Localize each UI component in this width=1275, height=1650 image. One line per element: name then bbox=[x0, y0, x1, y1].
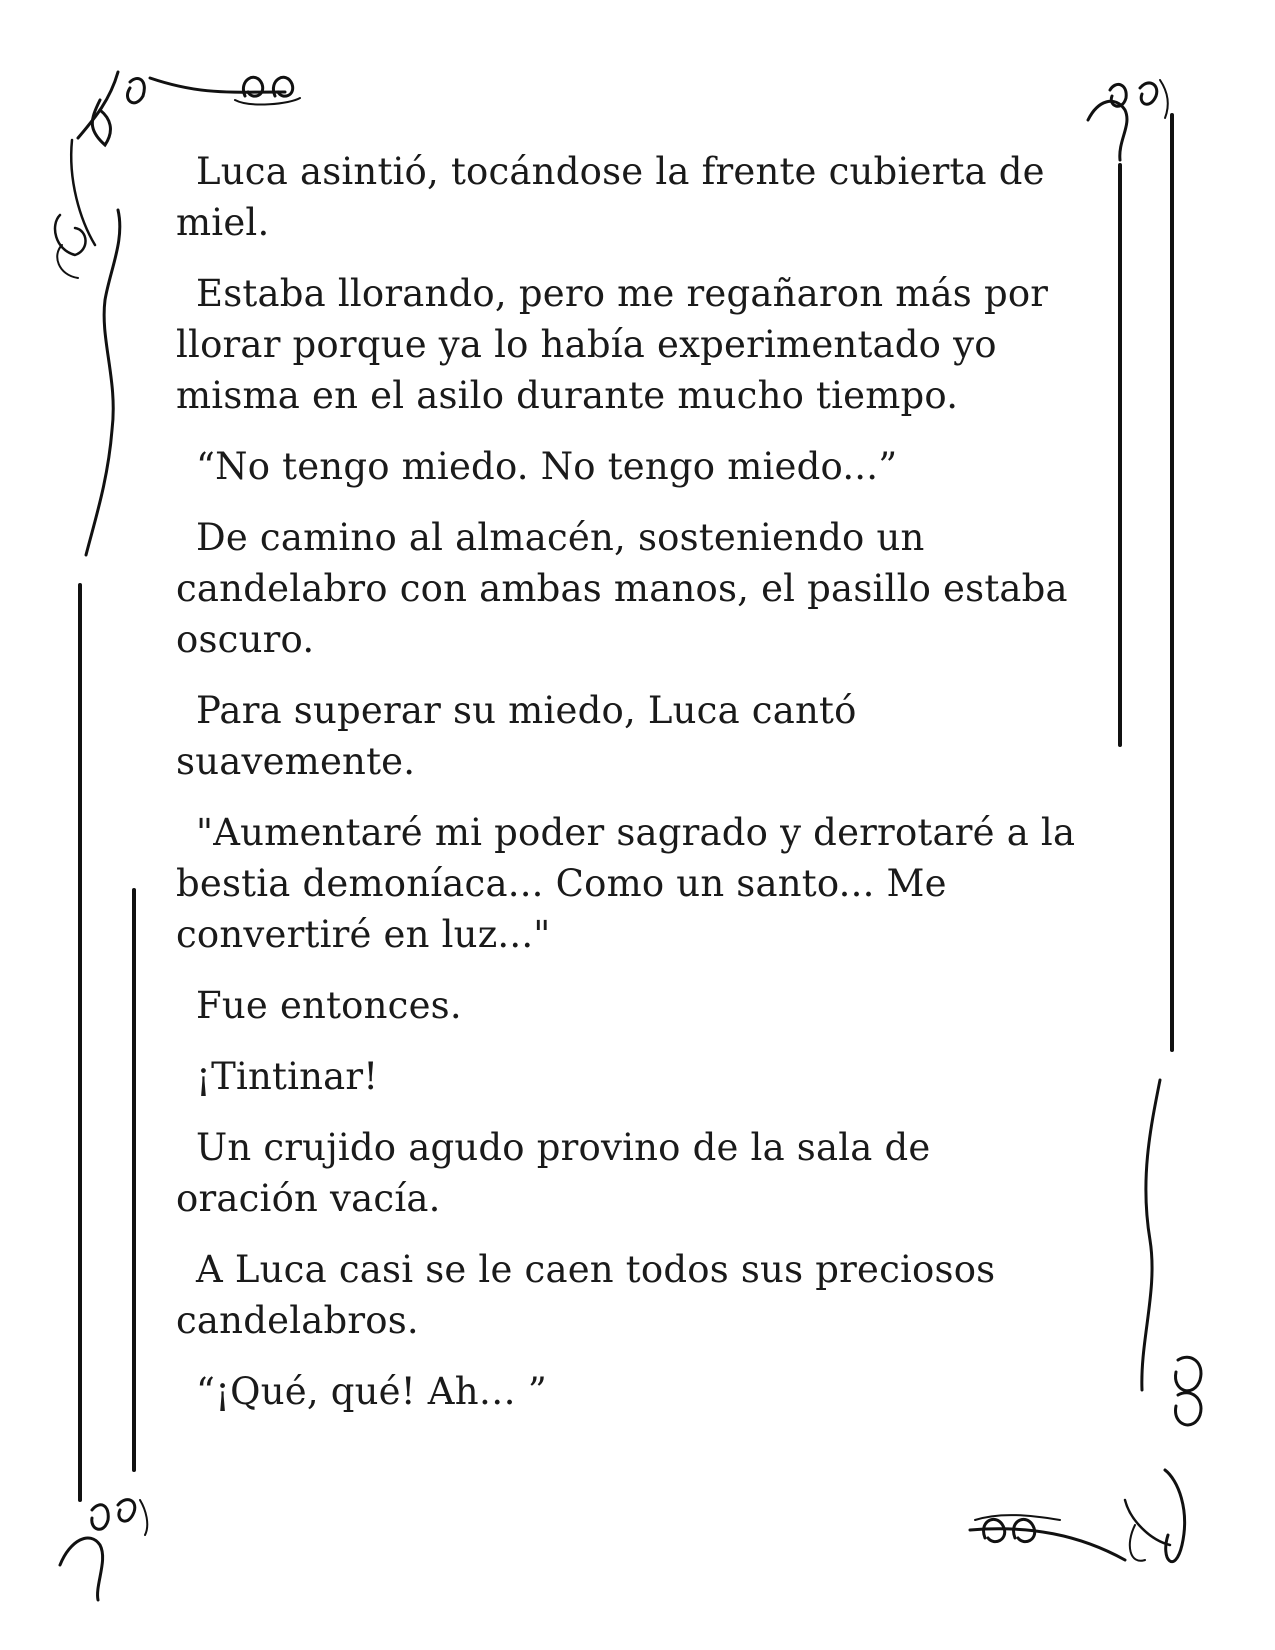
paragraph: Estaba llorando, pero me regañaron más por llorar porque ya lo había experimentado yo misma en el asilo durante mucho tiempo. bbox=[176, 272, 1049, 417]
paragraph: De camino al almacén, sosteniendo un candelabro con ambas manos, el pasillo estaba oscuro. bbox=[176, 516, 1068, 661]
paragraph: A Luca casi se le caen todos sus preciosos candelabros. bbox=[176, 1248, 996, 1342]
chapter-text bbox=[176, 146, 1076, 1437]
bottom-left-flourish-icon bbox=[60, 1500, 147, 1600]
top-right-flourish-icon bbox=[1088, 80, 1168, 160]
paragraph: “¡Qué, qué! Ah… ” bbox=[196, 1370, 548, 1413]
paragraph: "Aumentaré mi poder sagrado y derrotaré a la bestia demoníaca... Como un santo... Me convertiré en luz..." bbox=[176, 811, 1076, 956]
paragraph: ¡Tintinar! bbox=[196, 1055, 379, 1098]
paragraph: Fue entonces. bbox=[196, 984, 462, 1027]
paragraph: Para superar su miedo, Luca cantó suavemente. bbox=[176, 689, 857, 783]
paragraph: Luca asintió, tocándose la frente cubierta de miel. bbox=[176, 150, 1045, 244]
paragraph: “No tengo miedo. No tengo miedo...” bbox=[196, 445, 898, 488]
paragraph: Un crujido agudo provino de la sala de oración vacía. bbox=[176, 1126, 931, 1220]
